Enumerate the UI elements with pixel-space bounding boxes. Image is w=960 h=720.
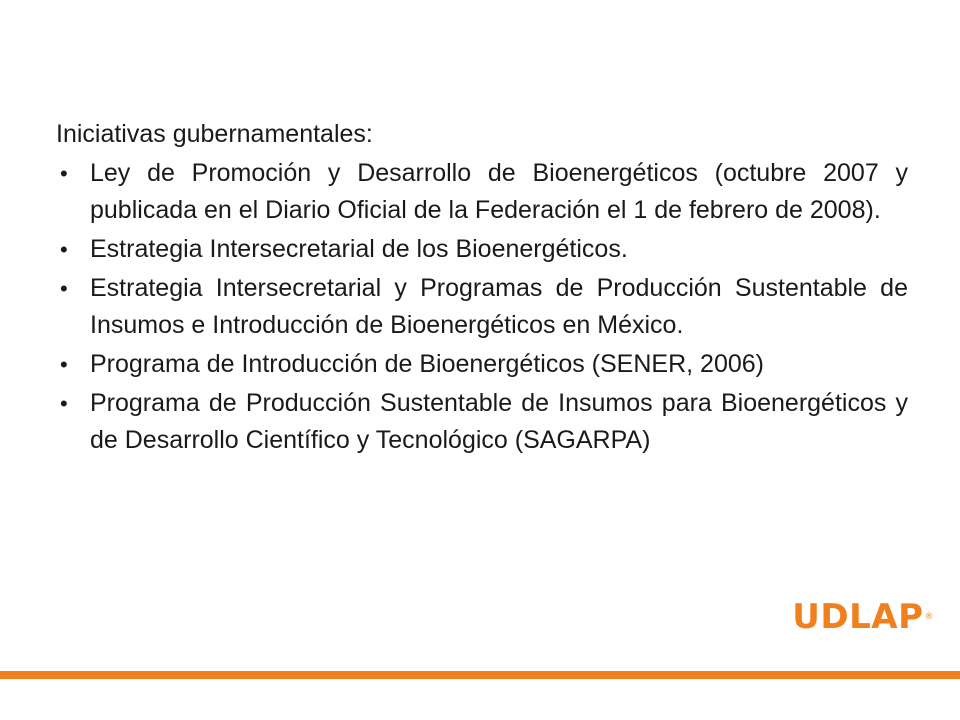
slide-heading: Iniciativas gubernamentales: [56,120,373,148]
registered-mark-icon: ® [924,612,934,622]
bullet-dot-icon: • [60,161,68,186]
bullet-text: Estrategia Intersecretarial y Programas de Producción Sustentable de Insumos e Introducción de Bioenergéticos en México. [90,274,908,339]
bullet-text: Estrategia Intersecretarial de los Bioenergéticos. [90,235,628,263]
bullet-item [56,385,908,459]
bullet-dot-icon: • [60,237,68,262]
bullet-text: Ley de Promoción y Desarrollo de Bioenergéticos (octubre 2007 y publicada en el Diario Oficial de la Federación el 1 de febrero de 2008). [90,159,908,224]
bullet-item [56,231,908,268]
bullet-dot-icon: • [60,352,68,377]
bullet-text: Programa de Introducción de Bioenergéticos (SENER, 2006) [90,350,764,378]
bullet-text: Programa de Producción Sustentable de Insumos para Bioenergéticos y de Desarrollo Científico y Tecnológico (SAGARPA) [90,389,908,454]
bullet-dot-icon: • [60,276,68,301]
bullet-dot-icon: • [60,391,68,416]
bullet-list [56,155,908,459]
logo-text: UDLAP [792,597,924,637]
slide-content [56,116,908,461]
udlap-logo [792,597,934,637]
bullet-item [56,346,908,383]
bullet-item [56,155,908,229]
bottom-accent-bar [0,671,960,679]
bullet-item [56,270,908,344]
